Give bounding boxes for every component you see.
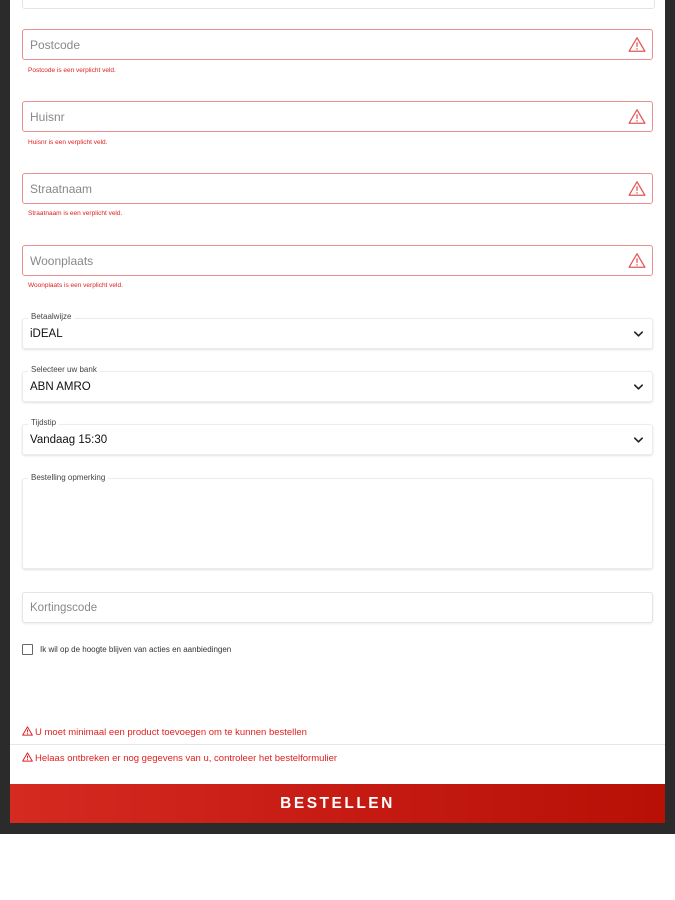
warning-icon [22, 752, 33, 762]
woonplaats-error: Woonplaats is een verplicht veld. [28, 282, 123, 289]
warning-icon [628, 108, 646, 125]
time-select[interactable] [22, 418, 653, 455]
huisnr-placeholder: Huisnr [30, 110, 65, 124]
huisnr-error: Huisnr is een verplicht veld. [28, 139, 108, 146]
chevron-down-icon [633, 329, 644, 339]
warning-icon [628, 252, 646, 269]
order-button[interactable]: BESTELLEN [10, 784, 665, 823]
postcode-placeholder: Postcode [30, 38, 81, 52]
woonplaats-placeholder: Woonplaats [30, 254, 94, 268]
previous-input-field[interactable] [22, 0, 655, 9]
order-remark-textarea[interactable] [22, 473, 653, 569]
payment-method-select[interactable] [22, 312, 653, 349]
chevron-down-icon [633, 435, 644, 445]
discount-code-placeholder: Kortingscode [30, 602, 98, 614]
postcode-error: Postcode is een verplicht veld. [28, 67, 116, 74]
warning-icon [628, 36, 646, 53]
time-label: Tijdstip [28, 418, 59, 427]
huisnr-input[interactable] [22, 101, 653, 132]
straatnaam-input[interactable] [22, 173, 653, 204]
alert-missing-data-text: Helaas ontbreken er nog gegevens van u, controleer het bestelformulier [35, 753, 338, 764]
order-remark-label: Bestelling opmerking [28, 473, 108, 482]
chevron-down-icon [633, 382, 644, 392]
warning-icon [628, 180, 646, 197]
warning-icon [22, 726, 33, 736]
time-value: Vandaag 15:30 [30, 434, 108, 446]
woonplaats-input[interactable] [22, 245, 653, 276]
newsletter-checkbox[interactable] [22, 644, 33, 655]
alert-missing-data [22, 752, 337, 764]
alert-no-product [22, 726, 307, 738]
divider [10, 744, 665, 745]
straatnaam-placeholder: Straatnaam [30, 182, 93, 196]
payment-method-value: iDEAL [30, 328, 63, 340]
newsletter-label[interactable]: Ik wil op de hoogte blijven van acties en aanbiedingen [40, 645, 232, 654]
discount-code-input[interactable] [22, 592, 653, 623]
alert-no-product-text: U moet minimaal een product toevoegen om te kunnen bestellen [35, 727, 307, 738]
straatnaam-error: Straatnaam is een verplicht veld. [28, 210, 123, 217]
payment-method-label: Betaalwijze [28, 312, 74, 321]
bank-label: Selecteer uw bank [28, 365, 100, 374]
bank-select[interactable] [22, 365, 653, 402]
bank-value: ABN AMRO [30, 381, 91, 393]
postcode-input[interactable] [22, 29, 653, 60]
order-form-screen [10, 0, 665, 823]
